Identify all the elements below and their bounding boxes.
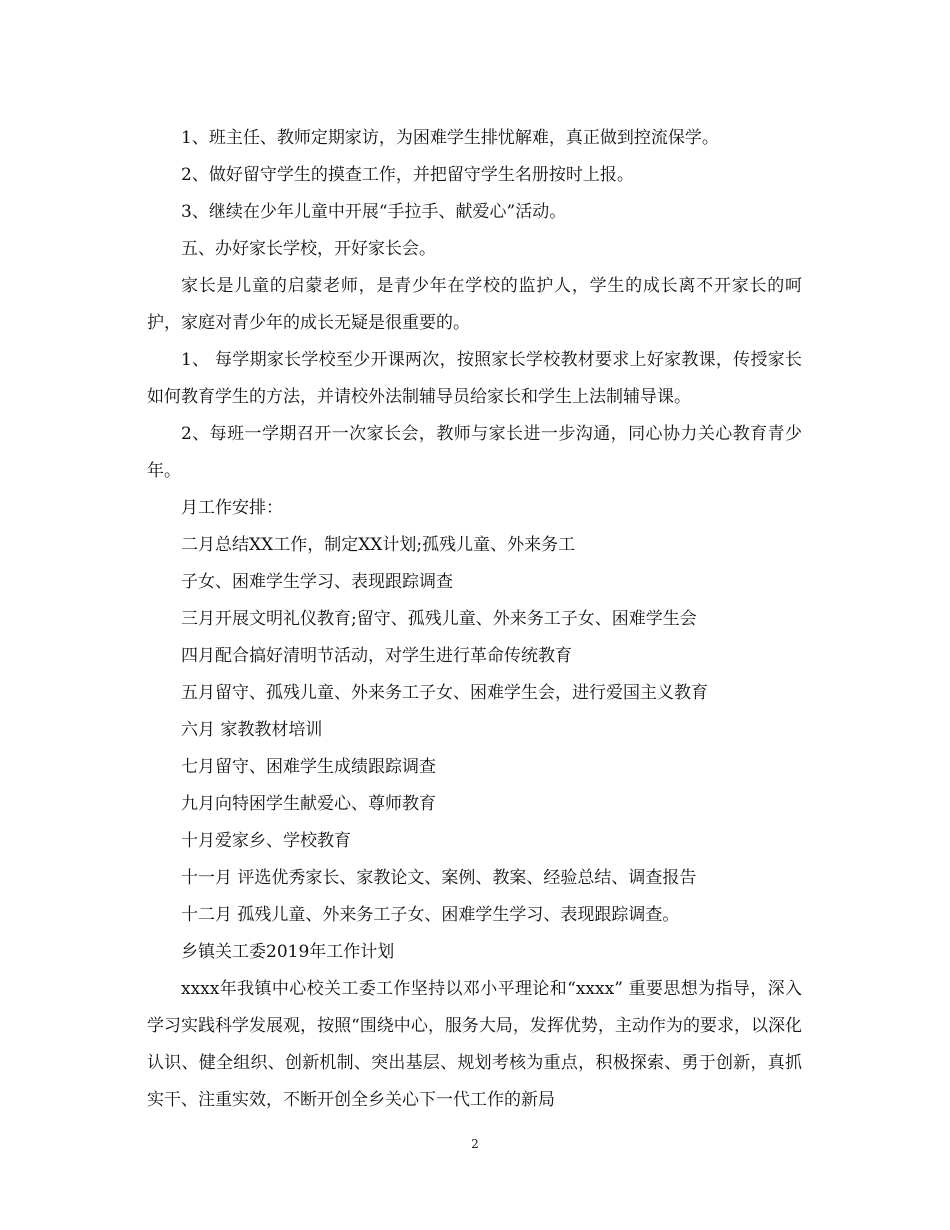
schedule-item: 五月留守、孤残儿童、外来务工子女、困难学生会，进行爱国主义教育 bbox=[181, 683, 708, 703]
schedule-item: 七月留守、困难学生成绩跟踪调查 bbox=[181, 757, 436, 777]
schedule-item: 十一月 评选优秀家长、家教论文、案例、教案、经验总结、调查报告 bbox=[181, 868, 697, 888]
plan-title: 乡镇关工委2019年工作计划 bbox=[181, 942, 395, 962]
schedule-item: 子女、困难学生学习、表现跟踪调查 bbox=[181, 572, 453, 592]
schedule-item: 三月开展文明礼仪教育;留守、孤残儿童、外来务工子女、困难学生会 bbox=[181, 609, 697, 629]
paragraph: 1、 每学期家长学校至少开课两次，按照家长学校教材要求上好家教课，传授家长如何教育学生的方法，并请校外法制辅导员给家长和学生上法制辅导课。 bbox=[147, 350, 802, 407]
section-heading: 五、办好家长学校，开好家长会。 bbox=[181, 239, 436, 259]
paragraph: 1、班主任、教师定期家访，为困难学生排忧解难，真正做到控流保学。 bbox=[181, 128, 719, 148]
paragraph: 家长是儿童的启蒙老师，是青少年在学校的监护人，学生的成长离不开家长的呵护，家庭对青少年的成长无疑是很重要的。 bbox=[147, 276, 802, 333]
schedule-item: 二月总结XX工作，制定XX计划;孤残儿童、外来务工 bbox=[181, 535, 576, 555]
schedule-item: 四月配合搞好清明节活动，对学生进行革命传统教育 bbox=[181, 646, 572, 666]
schedule-item: 六月 家教教材培训 bbox=[181, 720, 323, 740]
schedule-item: 十二月 孤残儿童、外来务工子女、困难学生学习、表现跟踪调查。 bbox=[181, 905, 680, 925]
paragraph: 3、继续在少年儿童中开展“手拉手、献爱心”活动。 bbox=[181, 202, 567, 222]
schedule-item: 九月向特困学生献爱心、尊师教育 bbox=[181, 794, 436, 814]
paragraph: 2、每班一学期召开一次家长会，教师与家长进一步沟通，同心协力关心教育青少年。 bbox=[147, 424, 802, 481]
paragraph: 2、做好留守学生的摸查工作，并把留守学生名册按时上报。 bbox=[181, 165, 634, 185]
paragraph: xxxx年我镇中心校关工委工作坚持以邓小平理论和“xxxx” 重要思想为指导，深入学习实践科学发展观，按照“围绕中心，服务大局，发挥优势，主动作为的要求，以深化认识、健全组织、创新机制、突出基层、规划考核为重点，积极探索、勇于创新，真抓实干、注重实效，不断开创全乡关心下一代工作的新局 bbox=[147, 979, 802, 1110]
page-number: 2 bbox=[471, 1137, 479, 1151]
schedule-heading: 月工作安排： bbox=[181, 498, 283, 518]
schedule-item: 十月爱家乡、学校教育 bbox=[181, 831, 351, 851]
document-body bbox=[147, 120, 802, 1119]
